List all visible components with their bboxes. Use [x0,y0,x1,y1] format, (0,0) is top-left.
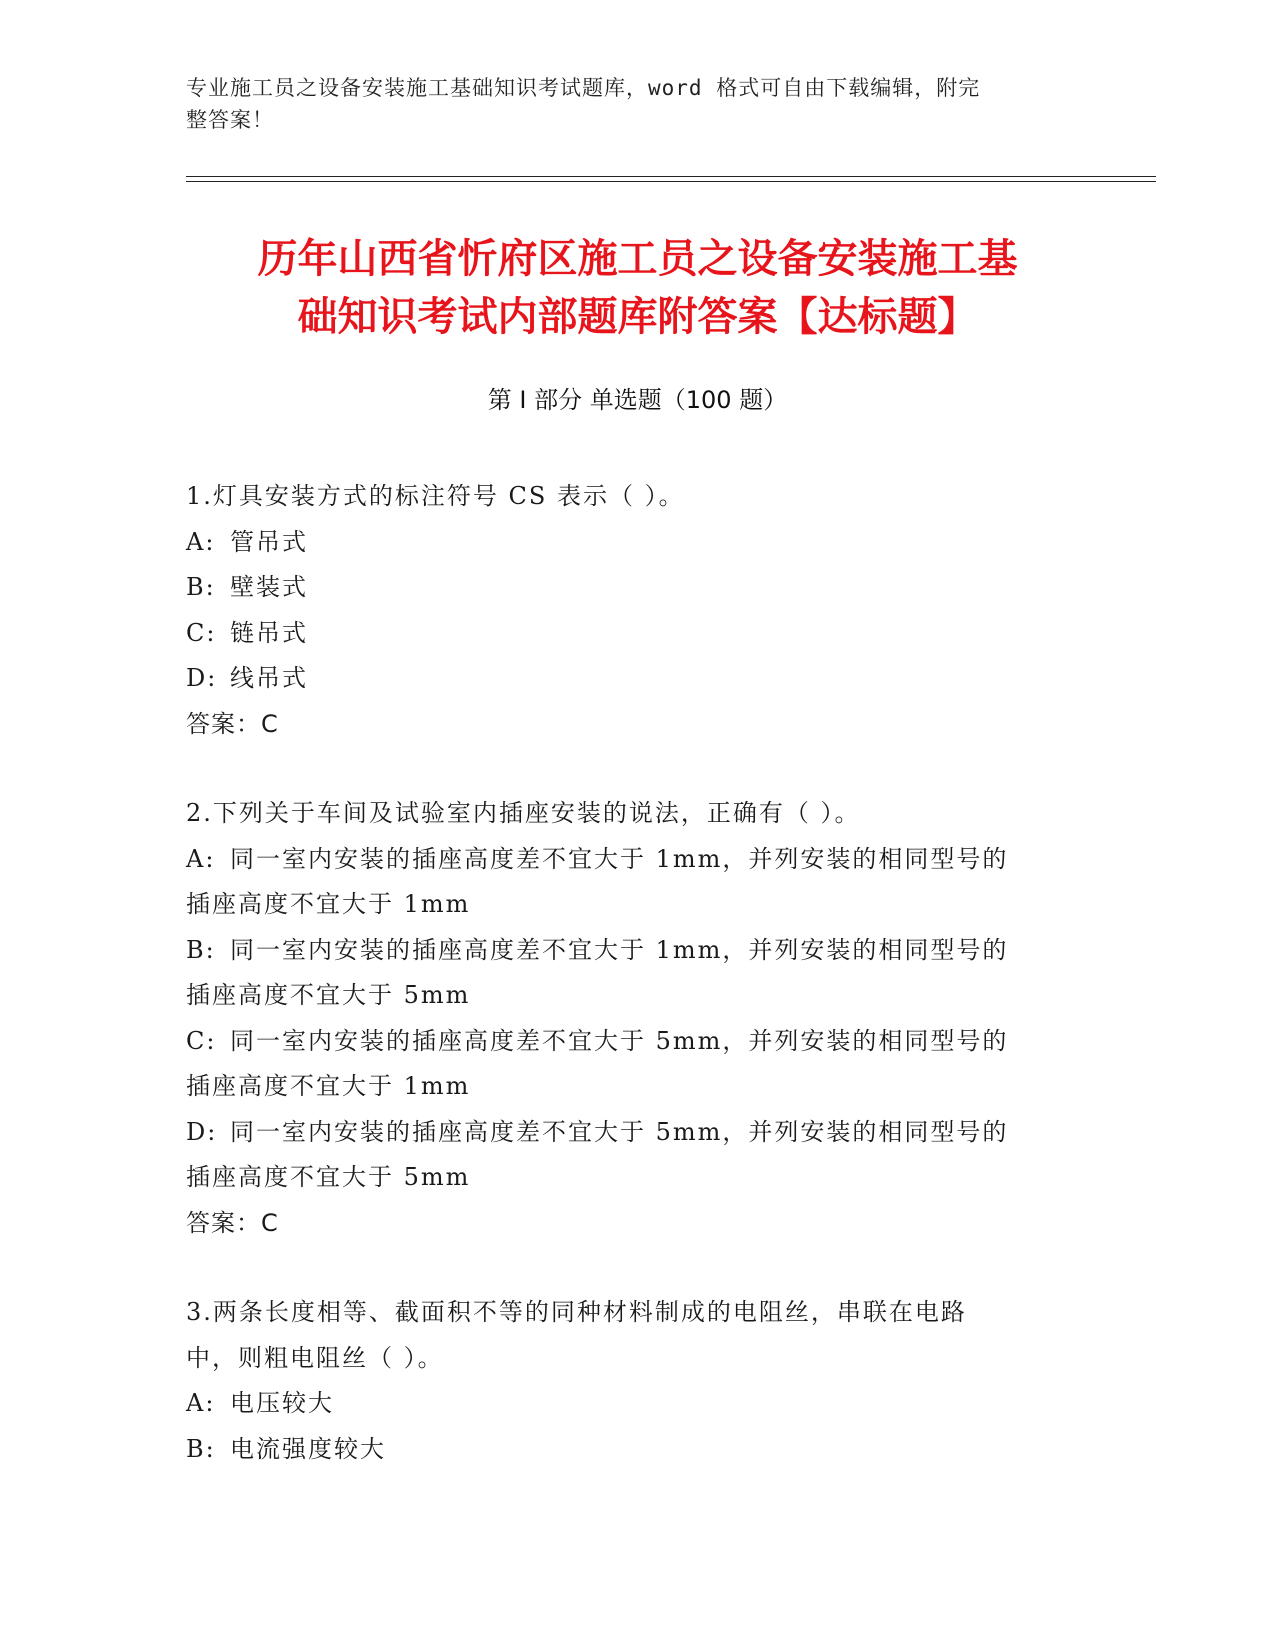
question-1 [186,474,1066,747]
option-key: D: [186,1117,218,1146]
option-text: 同一室内安装的插座高度差不宜大于 5mm，并列安装的相同型号的 [230,1026,1009,1055]
option-text: 管吊式 [230,527,308,556]
option-d [186,656,1066,702]
option-text: 同一室内安装的插座高度差不宜大于 5mm，并列安装的相同型号的 [230,1117,1009,1146]
option-key: D: [186,664,218,692]
option-key: B: [186,573,216,601]
option-b [186,565,1066,611]
answer-label: 答案：C [186,709,279,738]
option-key: B: [186,1434,216,1463]
header-note [186,72,1066,136]
option-c [186,611,1066,657]
option-key: A: [186,527,216,556]
option-key: C: [186,1026,217,1055]
option-text-continued: 插座高度不宜大于 1mm [186,1072,471,1100]
option-d [186,1110,1066,1201]
option-b [186,928,1066,1019]
option-text: 壁装式 [230,573,308,601]
question-stem: 2.下列关于车间及试验室内插座安装的说法，正确有（ ）。 [186,799,861,827]
header-note-line-2: 整答案！ [186,108,274,132]
question-stem: 3.两条长度相等、截面积不等的同种材料制成的电阻丝，串联在电路 [186,1298,967,1326]
option-a [186,520,1066,566]
option-text: 线吊式 [230,664,308,692]
option-a [186,1381,1066,1427]
option-key: C: [186,618,217,647]
header-rule-top [186,176,1156,177]
header-note-line-1: 专业施工员之设备安装施工基础知识考试题库，word 格式可自由下载编辑，附完 [186,76,981,100]
document-title-line-2: 础知识考试内部题库附答案【达标题】 [297,294,978,340]
option-b [186,1427,1066,1473]
question-2 [186,791,1066,1246]
option-key: A: [186,844,216,873]
header-rule-bottom [186,181,1156,182]
section-title: 第 I 部分 单选题（100 题） [487,386,788,414]
option-text: 同一室内安装的插座高度差不宜大于 1mm，并列安装的相同型号的 [230,844,1009,873]
question-list [186,474,1066,1516]
option-text-continued: 插座高度不宜大于 5mm [186,981,471,1009]
document-title-line-1: 历年山西省忻府区施工员之设备安装施工基 [257,236,1018,282]
option-text-continued: 插座高度不宜大于 5mm [186,1163,471,1191]
answer-label: 答案：C [186,1208,279,1237]
document-title [150,230,1125,346]
option-key: B: [186,935,216,964]
question-stem-continued: 中，则粗电阻丝（ ）。 [186,1343,444,1372]
option-text-continued: 插座高度不宜大于 1mm [186,890,471,918]
option-text: 链吊式 [230,618,308,647]
option-key: A: [186,1389,216,1417]
option-c [186,1019,1066,1110]
option-a [186,837,1066,928]
option-text: 电流强度较大 [230,1434,386,1463]
option-text: 电压较大 [230,1389,334,1417]
question-3 [186,1290,1066,1472]
question-stem: 1.灯具安装方式的标注符号 CS 表示（ ）。 [186,482,685,510]
option-text: 同一室内安装的插座高度差不宜大于 1mm，并列安装的相同型号的 [230,935,1009,964]
